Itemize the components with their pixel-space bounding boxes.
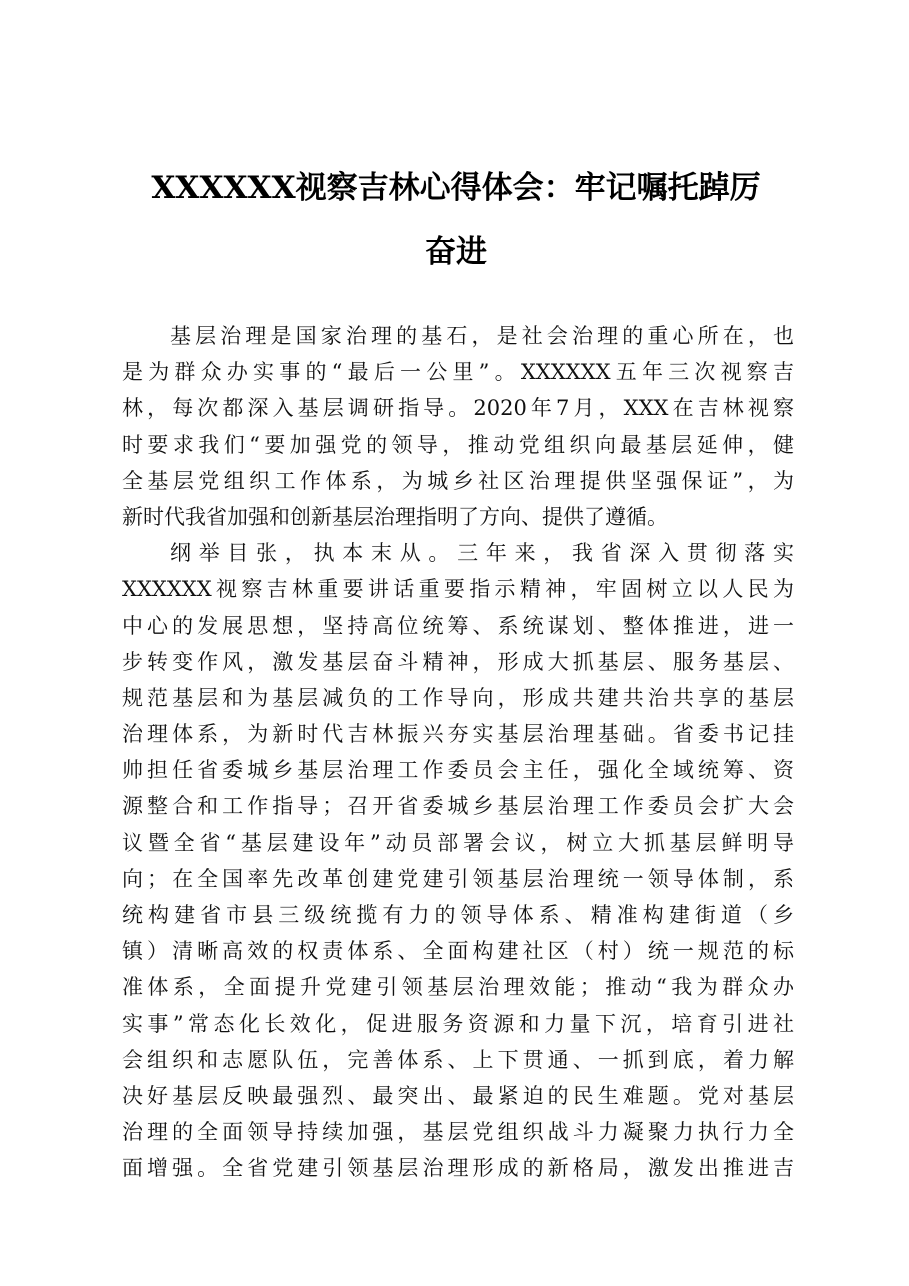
paragraph-2-line-8: 源整合和工作指导；召开省委城乡基层治理工作委员会扩大会 [122,794,794,819]
paragraph-2-line-18: 面增强。全省党建引领基层治理形成的新格局，激发出推进吉 [122,1156,794,1181]
paragraph-1-line-1: 基层治理是国家治理的基石，是社会治理的重心所在，也 [170,324,794,348]
paragraph-1-line-3: 林，每次都深入基层调研指导。2020年7月，XXX在吉林视察 [122,396,794,421]
document-title-line-2: 奋进 [425,234,487,270]
paragraph-2-line-7: 帅担任省委城乡基层治理工作委员会主任，强化全域统筹、资 [122,758,794,783]
document-body [122,318,794,1187]
paragraph-2-line-1: 纲举目张，执本末从。三年来，我省深入贯彻落实 [170,541,794,566]
paragraph-2-line-3: 中心的发展思想，坚持高位统筹、系统谋划、整体推进，进一 [122,613,794,638]
paragraph-1-line-2: 是为群众办实事的“最后一公里”。XXXXXX五年三次视察吉 [122,360,794,385]
paragraph-2-line-12: 镇）清晰高效的权责体系、全面构建社区（村）统一规范的标 [122,939,794,964]
paragraph-1-line-6: 新时代我省加强和创新基层治理指明了方向、提供了遵循。 [122,504,668,529]
paragraph-2-line-5: 规范基层和为基层减负的工作导向，形成共建共治共享的基层 [122,685,794,710]
paragraph-1-line-5: 全基层党组织工作体系，为城乡社区治理提供坚强保证”，为 [122,468,794,493]
paragraph-2-line-10: 向；在全国率先改革创建党建引领基层治理统一领导体制，系 [122,866,794,891]
paragraph-2-line-6: 治理体系，为新时代吉林振兴夯实基层治理基础。省委书记挂 [122,722,794,747]
paragraph-2-line-11: 统构建省市县三级统揽有力的领导体系、精准构建街道（乡 [122,903,794,927]
document-title-line-1: XXXXXX视察吉林心得体会：牢记嘱托踔厉 [151,170,761,206]
paragraph-2-line-4: 步转变作风，激发基层奋斗精神，形成大抓基层、服务基层、 [122,649,794,674]
paragraph-2-line-14: 实事”常态化长效化，促进服务资源和力量下沉，培育引进社 [122,1011,794,1036]
paragraph-2-line-17: 治理的全面领导持续加强，基层党组织战斗力凝聚力执行力全 [122,1120,794,1145]
paragraph-2-line-13: 准体系，全面提升党建引领基层治理效能；推动“我为群众办 [122,975,794,1000]
paragraph-2-line-16: 决好基层反映最强烈、最突出、最紧迫的民生难题。党对基层 [122,1083,794,1108]
paragraph-2-line-2: XXXXXX视察吉林重要讲话重要指示精神，牢固树立以人民为 [122,577,794,602]
paragraph-2-line-9: 议暨全省“基层建设年”动员部署会议，树立大抓基层鲜明导 [122,830,794,855]
paragraph-2-line-15: 会组织和志愿队伍，完善体系、上下贯通、一抓到底，着力解 [122,1047,794,1072]
paragraph-1-line-4: 时要求我们“要加强党的领导，推动党组织向最基层延伸，健 [122,432,794,457]
